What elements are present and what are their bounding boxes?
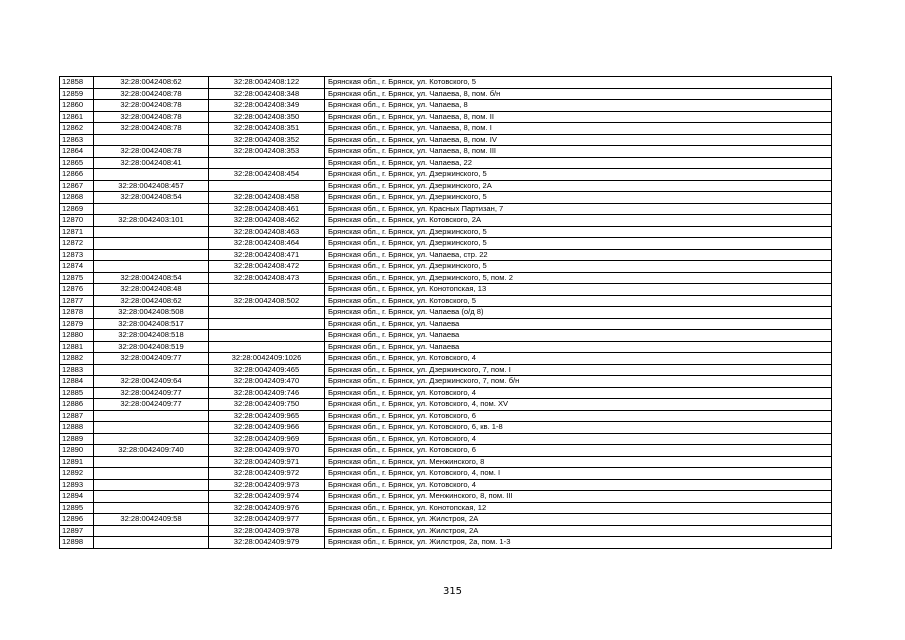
address-cell: Брянская обл., г. Брянск, ул. Дзержинского, 7, пом. б/н — [325, 376, 832, 388]
row-number-cell: 12898 — [60, 537, 94, 549]
object-cadastral-cell: 32:28:0042408:122 — [209, 77, 325, 89]
object-cadastral-cell: 32:28:0042408:464 — [209, 238, 325, 250]
row-number-cell: 12887 — [60, 410, 94, 422]
row-number-cell: 12879 — [60, 318, 94, 330]
object-cadastral-cell: 32:28:0042408:351 — [209, 123, 325, 135]
table-row — [60, 491, 832, 503]
land-cadastral-cell: 32:28:0042409:77 — [94, 387, 209, 399]
row-number-cell: 12888 — [60, 422, 94, 434]
row-number-cell: 12883 — [60, 364, 94, 376]
address-cell: Брянская обл., г. Брянск, ул. Котовского, 4, пом. I — [325, 468, 832, 480]
object-cadastral-cell: 32:28:0042408:352 — [209, 134, 325, 146]
object-cadastral-cell: 32:28:0042408:462 — [209, 215, 325, 227]
object-cadastral-cell — [209, 157, 325, 169]
address-cell: Брянская обл., г. Брянск, ул. Дзержинского, 5 — [325, 226, 832, 238]
register-table — [59, 76, 832, 549]
address-cell: Брянская обл., г. Брянск, ул. Жилстроя, 2А — [325, 525, 832, 537]
object-cadastral-cell: 32:28:0042409:465 — [209, 364, 325, 376]
object-cadastral-cell — [209, 284, 325, 296]
address-cell: Брянская обл., г. Брянск, ул. Жилстроя, 2А — [325, 514, 832, 526]
land-cadastral-cell — [94, 525, 209, 537]
land-cadastral-cell — [94, 502, 209, 514]
land-cadastral-cell — [94, 238, 209, 250]
address-cell: Брянская обл., г. Брянск, ул. Дзержинского, 5 — [325, 192, 832, 204]
land-cadastral-cell — [94, 226, 209, 238]
land-cadastral-cell: 32:28:0042409:64 — [94, 376, 209, 388]
row-number-cell: 12867 — [60, 180, 94, 192]
address-cell: Брянская обл., г. Брянск, ул. Жилстроя, 2а, пом. 1-3 — [325, 537, 832, 549]
land-cadastral-cell: 32:28:0042403:101 — [94, 215, 209, 227]
row-number-cell: 12869 — [60, 203, 94, 215]
land-cadastral-cell: 32:28:0042408:78 — [94, 100, 209, 112]
land-cadastral-cell: 32:28:0042408:78 — [94, 123, 209, 135]
register-table-body — [60, 77, 832, 549]
address-cell: Брянская обл., г. Брянск, ул. Дзержинского, 7, пом. I — [325, 364, 832, 376]
row-number-cell: 12858 — [60, 77, 94, 89]
object-cadastral-cell: 32:28:0042408:463 — [209, 226, 325, 238]
object-cadastral-cell — [209, 330, 325, 342]
row-number-cell: 12868 — [60, 192, 94, 204]
row-number-cell: 12877 — [60, 295, 94, 307]
object-cadastral-cell: 32:28:0042409:977 — [209, 514, 325, 526]
table-row — [60, 353, 832, 365]
address-cell: Брянская обл., г. Брянск, ул. Чапаева, 8, пом. б/н — [325, 88, 832, 100]
land-cadastral-cell — [94, 364, 209, 376]
land-cadastral-cell — [94, 479, 209, 491]
land-cadastral-cell: 32:28:0042408:78 — [94, 146, 209, 158]
row-number-cell: 12886 — [60, 399, 94, 411]
land-cadastral-cell — [94, 433, 209, 445]
row-number-cell: 12872 — [60, 238, 94, 250]
address-cell: Брянская обл., г. Брянск, ул. Чапаева — [325, 330, 832, 342]
table-row — [60, 514, 832, 526]
row-number-cell: 12895 — [60, 502, 94, 514]
row-number-cell: 12881 — [60, 341, 94, 353]
address-cell: Брянская обл., г. Брянск, ул. Дзержинского, 5, пом. 2 — [325, 272, 832, 284]
table-row — [60, 100, 832, 112]
table-row — [60, 456, 832, 468]
table-row — [60, 157, 832, 169]
object-cadastral-cell: 32:28:0042409:750 — [209, 399, 325, 411]
land-cadastral-cell: 32:28:0042408:62 — [94, 295, 209, 307]
object-cadastral-cell — [209, 318, 325, 330]
address-cell: Брянская обл., г. Брянск, ул. Котовского, 6 — [325, 445, 832, 457]
land-cadastral-cell: 32:28:0042408:517 — [94, 318, 209, 330]
table-row — [60, 226, 832, 238]
table-row — [60, 192, 832, 204]
table-row — [60, 468, 832, 480]
land-cadastral-cell: 32:28:0042408:48 — [94, 284, 209, 296]
land-cadastral-cell: 32:28:0042408:54 — [94, 272, 209, 284]
address-cell: Брянская обл., г. Брянск, ул. Котовского, 5 — [325, 295, 832, 307]
land-cadastral-cell: 32:28:0042409:77 — [94, 353, 209, 365]
object-cadastral-cell: 32:28:0042409:974 — [209, 491, 325, 503]
address-cell: Брянская обл., г. Брянск, ул. Котовского, 6, кв. 1-8 — [325, 422, 832, 434]
address-cell: Брянская обл., г. Брянск, ул. Котовского, 4, пом. XV — [325, 399, 832, 411]
land-cadastral-cell: 32:28:0042408:508 — [94, 307, 209, 319]
object-cadastral-cell: 32:28:0042409:971 — [209, 456, 325, 468]
object-cadastral-cell: 32:28:0042408:471 — [209, 249, 325, 261]
object-cadastral-cell: 32:28:0042409:979 — [209, 537, 325, 549]
address-cell: Брянская обл., г. Брянск, ул. Котовского, 2А — [325, 215, 832, 227]
table-row — [60, 169, 832, 181]
object-cadastral-cell — [209, 341, 325, 353]
table-row — [60, 433, 832, 445]
object-cadastral-cell: 32:28:0042409:966 — [209, 422, 325, 434]
table-row — [60, 111, 832, 123]
row-number-cell: 12892 — [60, 468, 94, 480]
table-row — [60, 77, 832, 89]
object-cadastral-cell: 32:28:0042408:461 — [209, 203, 325, 215]
table-row — [60, 134, 832, 146]
table-row — [60, 479, 832, 491]
land-cadastral-cell: 32:28:0042408:518 — [94, 330, 209, 342]
address-cell: Брянская обл., г. Брянск, ул. Чапаева, 8 — [325, 100, 832, 112]
table-row — [60, 502, 832, 514]
row-number-cell: 12882 — [60, 353, 94, 365]
land-cadastral-cell: 32:28:0042408:54 — [94, 192, 209, 204]
land-cadastral-cell — [94, 491, 209, 503]
object-cadastral-cell: 32:28:0042408:458 — [209, 192, 325, 204]
table-row — [60, 364, 832, 376]
object-cadastral-cell: 32:28:0042408:454 — [209, 169, 325, 181]
address-cell: Брянская обл., г. Брянск, ул. Чапаева, 22 — [325, 157, 832, 169]
row-number-cell: 12865 — [60, 157, 94, 169]
address-cell: Брянская обл., г. Брянск, ул. Дзержинского, 5 — [325, 238, 832, 250]
table-row — [60, 445, 832, 457]
address-cell: Брянская обл., г. Брянск, ул. Чапаева, стр. 22 — [325, 249, 832, 261]
land-cadastral-cell: 32:28:0042409:58 — [94, 514, 209, 526]
land-cadastral-cell — [94, 537, 209, 549]
object-cadastral-cell: 32:28:0042408:502 — [209, 295, 325, 307]
table-row — [60, 284, 832, 296]
land-cadastral-cell — [94, 249, 209, 261]
table-row — [60, 330, 832, 342]
page-number: 315 — [442, 586, 463, 597]
row-number-cell: 12885 — [60, 387, 94, 399]
land-cadastral-cell — [94, 169, 209, 181]
address-cell: Брянская обл., г. Брянск, ул. Менжинского, 8 — [325, 456, 832, 468]
row-number-cell: 12873 — [60, 249, 94, 261]
table-row — [60, 249, 832, 261]
land-cadastral-cell: 32:28:0042408:78 — [94, 111, 209, 123]
row-number-cell: 12864 — [60, 146, 94, 158]
row-number-cell: 12859 — [60, 88, 94, 100]
table-row — [60, 272, 832, 284]
row-number-cell: 12862 — [60, 123, 94, 135]
row-number-cell: 12889 — [60, 433, 94, 445]
row-number-cell: 12880 — [60, 330, 94, 342]
row-number-cell: 12875 — [60, 272, 94, 284]
table-row — [60, 123, 832, 135]
row-number-cell: 12896 — [60, 514, 94, 526]
row-number-cell: 12884 — [60, 376, 94, 388]
row-number-cell: 12861 — [60, 111, 94, 123]
object-cadastral-cell: 32:28:0042408:350 — [209, 111, 325, 123]
table-row — [60, 525, 832, 537]
object-cadastral-cell: 32:28:0042408:353 — [209, 146, 325, 158]
land-cadastral-cell — [94, 456, 209, 468]
row-number-cell: 12860 — [60, 100, 94, 112]
land-cadastral-cell: 32:28:0042408:41 — [94, 157, 209, 169]
address-cell: Брянская обл., г. Брянск, ул. Котовского, 4 — [325, 353, 832, 365]
object-cadastral-cell: 32:28:0042409:970 — [209, 445, 325, 457]
table-row — [60, 537, 832, 549]
address-cell: Брянская обл., г. Брянск, ул. Котовского, 5 — [325, 77, 832, 89]
table-row — [60, 318, 832, 330]
land-cadastral-cell — [94, 203, 209, 215]
table-row — [60, 410, 832, 422]
row-number-cell: 12876 — [60, 284, 94, 296]
object-cadastral-cell: 32:28:0042409:470 — [209, 376, 325, 388]
land-cadastral-cell: 32:28:0042408:519 — [94, 341, 209, 353]
object-cadastral-cell: 32:28:0042409:972 — [209, 468, 325, 480]
address-cell: Брянская обл., г. Брянск, ул. Конотопская, 13 — [325, 284, 832, 296]
row-number-cell: 12891 — [60, 456, 94, 468]
land-cadastral-cell: 32:28:0042408:78 — [94, 88, 209, 100]
address-cell: Брянская обл., г. Брянск, ул. Конотопская, 12 — [325, 502, 832, 514]
table-row — [60, 88, 832, 100]
row-number-cell: 12870 — [60, 215, 94, 227]
object-cadastral-cell: 32:28:0042408:348 — [209, 88, 325, 100]
row-number-cell: 12866 — [60, 169, 94, 181]
address-cell: Брянская обл., г. Брянск, ул. Котовского, 4 — [325, 479, 832, 491]
object-cadastral-cell: 32:28:0042409:969 — [209, 433, 325, 445]
table-row — [60, 180, 832, 192]
object-cadastral-cell — [209, 307, 325, 319]
land-cadastral-cell — [94, 134, 209, 146]
land-cadastral-cell: 32:28:0042408:457 — [94, 180, 209, 192]
address-cell: Брянская обл., г. Брянск, ул. Чапаева, 8, пом. I — [325, 123, 832, 135]
row-number-cell: 12893 — [60, 479, 94, 491]
table-row — [60, 261, 832, 273]
address-cell: Брянская обл., г. Брянск, ул. Дзержинского, 5 — [325, 169, 832, 181]
address-cell: Брянская обл., г. Брянск, ул. Красных Партизан, 7 — [325, 203, 832, 215]
land-cadastral-cell: 32:28:0042409:77 — [94, 399, 209, 411]
row-number-cell: 12878 — [60, 307, 94, 319]
row-number-cell: 12894 — [60, 491, 94, 503]
table-row — [60, 341, 832, 353]
row-number-cell: 12874 — [60, 261, 94, 273]
table-row — [60, 146, 832, 158]
table-row — [60, 387, 832, 399]
table-row — [60, 376, 832, 388]
address-cell: Брянская обл., г. Брянск, ул. Чапаева, 8, пом. II — [325, 111, 832, 123]
object-cadastral-cell — [209, 180, 325, 192]
row-number-cell: 12897 — [60, 525, 94, 537]
address-cell: Брянская обл., г. Брянск, ул. Котовского, 4 — [325, 433, 832, 445]
address-cell: Брянская обл., г. Брянск, ул. Чапаева, 8, пом. III — [325, 146, 832, 158]
land-cadastral-cell — [94, 422, 209, 434]
table-row — [60, 203, 832, 215]
object-cadastral-cell: 32:28:0042409:746 — [209, 387, 325, 399]
table-row — [60, 399, 832, 411]
row-number-cell: 12871 — [60, 226, 94, 238]
table-row — [60, 295, 832, 307]
address-cell: Брянская обл., г. Брянск, ул. Менжинского, 8, пом. III — [325, 491, 832, 503]
object-cadastral-cell: 32:28:0042408:473 — [209, 272, 325, 284]
address-cell: Брянская обл., г. Брянск, ул. Котовского, 4 — [325, 387, 832, 399]
address-cell: Брянская обл., г. Брянск, ул. Чапаева — [325, 341, 832, 353]
land-cadastral-cell: 32:28:0042408:62 — [94, 77, 209, 89]
address-cell: Брянская обл., г. Брянск, ул. Дзержинского, 5 — [325, 261, 832, 273]
address-cell: Брянская обл., г. Брянск, ул. Дзержинского, 2А — [325, 180, 832, 192]
table-row — [60, 422, 832, 434]
table-row — [60, 215, 832, 227]
object-cadastral-cell: 32:28:0042408:472 — [209, 261, 325, 273]
object-cadastral-cell: 32:28:0042409:973 — [209, 479, 325, 491]
address-cell: Брянская обл., г. Брянск, ул. Чапаева (о/д 8) — [325, 307, 832, 319]
address-cell: Брянская обл., г. Брянск, ул. Чапаева, 8, пом. IV — [325, 134, 832, 146]
land-cadastral-cell — [94, 261, 209, 273]
address-cell: Брянская обл., г. Брянск, ул. Котовского, 6 — [325, 410, 832, 422]
object-cadastral-cell: 32:28:0042409:976 — [209, 502, 325, 514]
object-cadastral-cell: 32:28:0042409:965 — [209, 410, 325, 422]
land-cadastral-cell: 32:28:0042409:740 — [94, 445, 209, 457]
row-number-cell: 12890 — [60, 445, 94, 457]
table-row — [60, 307, 832, 319]
object-cadastral-cell: 32:28:0042408:349 — [209, 100, 325, 112]
object-cadastral-cell: 32:28:0042409:1026 — [209, 353, 325, 365]
row-number-cell: 12863 — [60, 134, 94, 146]
object-cadastral-cell: 32:28:0042409:978 — [209, 525, 325, 537]
address-cell: Брянская обл., г. Брянск, ул. Чапаева — [325, 318, 832, 330]
table-row — [60, 238, 832, 250]
land-cadastral-cell — [94, 468, 209, 480]
land-cadastral-cell — [94, 410, 209, 422]
